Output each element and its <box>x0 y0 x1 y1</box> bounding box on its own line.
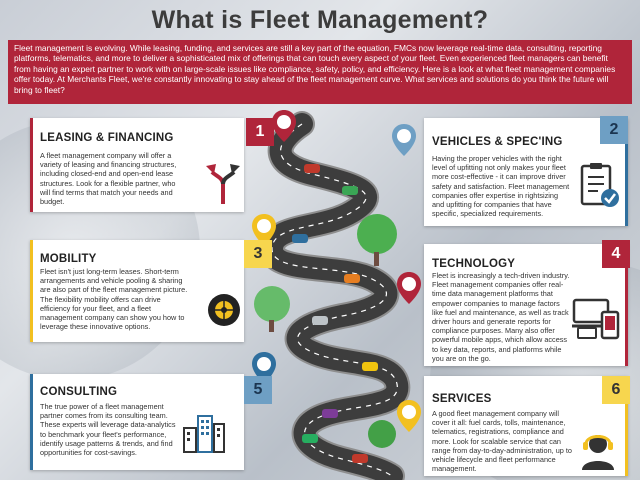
card-title: LEASING & FINANCING <box>40 132 174 144</box>
card-number-badge: 4 <box>602 240 630 268</box>
card-services <box>424 376 628 476</box>
split-arrows-icon <box>206 162 240 204</box>
tree-middle <box>254 286 290 322</box>
page-title: What is Fleet Management? <box>151 6 489 34</box>
card-text: Fleet is increasingly a tech-driven industry. Fleet management companies offer real-time data management platforms that empower companies to manage factors like fuel and maintenance, as well as track driver hours and generate reports for compliance purposes. Many also offer powerful mobile apps, which allow access to key data, reports, and platforms while you are on the go. <box>432 271 570 363</box>
card-vehicles-specing <box>424 118 628 226</box>
headset-agent-icon <box>578 428 618 470</box>
car-silver <box>312 316 328 325</box>
card-number-badge: 2 <box>600 116 628 144</box>
car-blue <box>292 234 308 243</box>
card-title: SERVICES <box>432 393 492 405</box>
card-number-badge: 1 <box>246 118 274 146</box>
card-consulting <box>30 374 263 470</box>
card-number-badge: 3 <box>244 240 272 268</box>
card-title: CONSULTING <box>40 386 118 398</box>
city-buildings-icon <box>182 414 226 454</box>
card-text: The true power of a fleet management partner comes from its consulting team. These experts will leverage data-analytics to benchmark your fleet's performance, identify usage patterns & trends, and find opportunities for cost-savings. <box>40 402 176 458</box>
car-red-2 <box>352 454 368 463</box>
card-title: VEHICLES & SPEC'ING <box>432 136 563 148</box>
tire-icon <box>206 292 242 328</box>
card-mobility <box>30 240 263 342</box>
pin-red-2 <box>397 272 421 304</box>
card-text: A fleet management company will offer a variety of leasing and financing structures, including closed-end and open-end lease structures. Look for a flexible partner, who will find terms that match your needs and budget. <box>40 151 177 207</box>
car-red <box>304 164 320 173</box>
card-number-badge: 5 <box>244 376 272 404</box>
car-purple <box>322 409 338 418</box>
car-green <box>342 186 358 195</box>
clipboard-check-icon <box>580 162 620 208</box>
tree-top <box>357 214 397 254</box>
card-text: A good fleet management company will cover it all: fuel cards, tolls, maintenance, telematics, registrations, compliance and more. Look for scalable service that can range from day-to-day-administration, up to vehicle lifecycle and fleet performance management. <box>432 409 572 474</box>
car-yellow <box>362 362 378 371</box>
devices-icon <box>572 298 622 340</box>
card-text: Fleet isn't just long-term leases. Short-term arrangements and vehicle pooling & sharing are also part of the fleet management picture. The flexibility mobility offers can drive efficiency for your fleet, and a fleet management company can show you how to leverage these innovative options. <box>40 267 188 332</box>
pin-yellow-2 <box>397 400 421 432</box>
road-illustration <box>232 104 432 480</box>
card-title: MOBILITY <box>40 253 97 265</box>
intro-banner: Fleet management is evolving. While leasing, funding, and services are still a key part of the equation, FMCs now leverage real-time data, consulting, reporting platforms, telematics, and more to deliver a sophisticated mix of offerings that can touch every aspect of your fleet. Even experienced fleet managers can benefit from having an expert partner to work with on large-scale issues like compliance, safety, policy, and efficiency. Here is a look at what fleet management companies offer today. At Merchants Fleet, we're constantly innovating to stay ahead of the fleet management curve. What services and solutions do you think the future will bring to fleet? <box>8 40 632 104</box>
card-number-badge: 6 <box>602 376 630 404</box>
card-title: TECHNOLOGY <box>432 258 516 270</box>
tree-bottom <box>368 420 396 448</box>
card-technology <box>424 244 628 366</box>
card-text: Having the proper vehicles with the right level of upfitting not only makes your fleet more cost-effective - it can improve driver safety and satisfaction. Fleet management companies offer expertise in rightsizing and upfitting for companies that have specific, specialized requirements. <box>432 154 570 219</box>
card-leasing-financing <box>30 118 265 212</box>
car-orange <box>344 274 360 283</box>
pin-blue <box>392 124 416 156</box>
car-green-2 <box>302 434 318 443</box>
